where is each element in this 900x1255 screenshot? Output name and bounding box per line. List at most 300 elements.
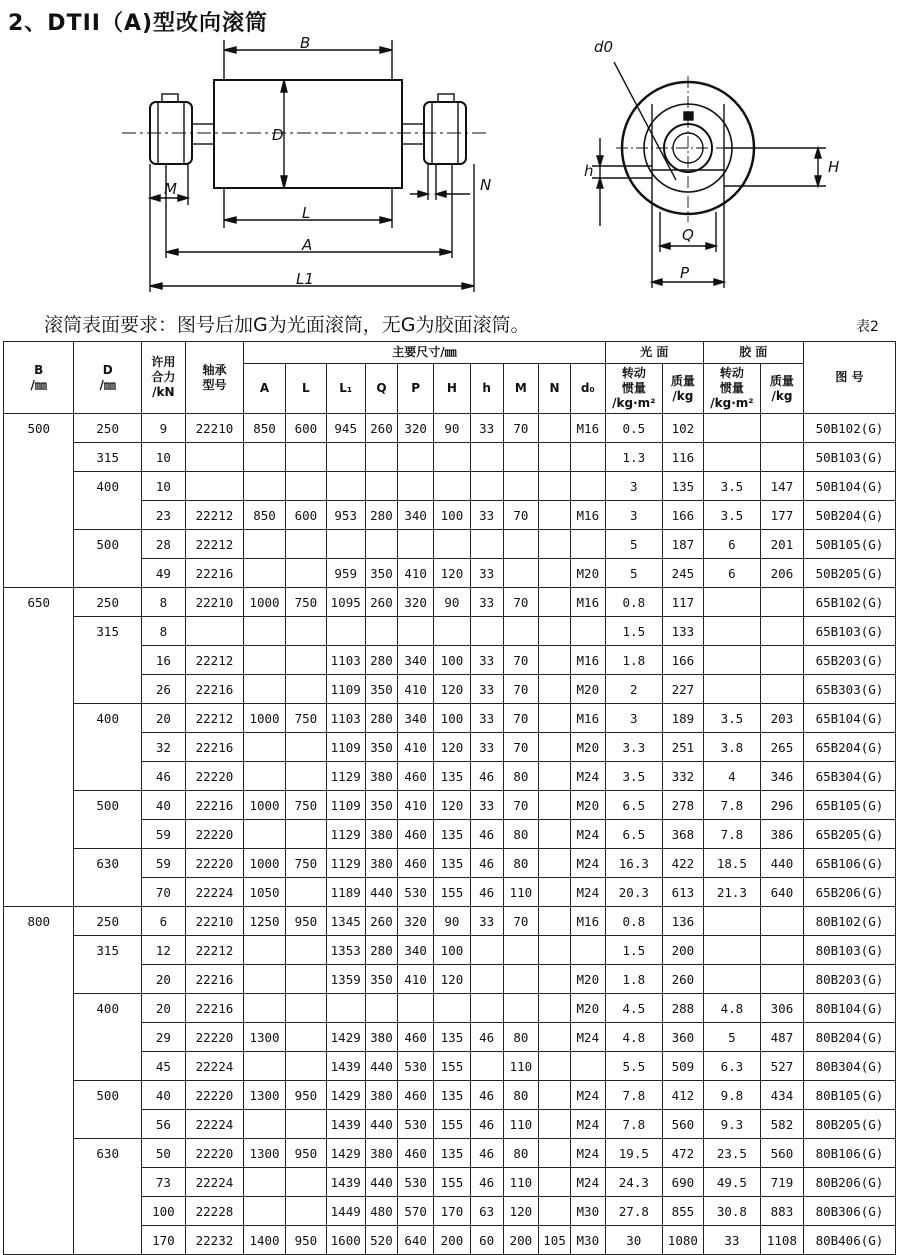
table-cell: 70 [503, 675, 539, 704]
table-row [4, 443, 896, 472]
table-cell: 1300 [244, 1139, 286, 1168]
table-cell: 135 [434, 849, 471, 878]
table-cell: 7.8 [703, 791, 760, 820]
table-cell: 1095 [326, 588, 365, 617]
table-cell: 7.8 [703, 820, 760, 849]
table-cell [4, 559, 74, 588]
table-row [4, 1023, 896, 1052]
table-cell [285, 820, 326, 849]
table-cell: 380 [365, 1139, 398, 1168]
table-cell: 750 [285, 704, 326, 733]
table-row [4, 530, 896, 559]
table-cell: 24.3 [605, 1168, 662, 1197]
table-cell [539, 559, 571, 588]
table-cell: 30.8 [703, 1197, 760, 1226]
table-cell: 251 [662, 733, 703, 762]
table-cell [4, 1023, 74, 1052]
table-cell [4, 791, 74, 820]
table-cell: 520 [365, 1226, 398, 1255]
table-row [4, 791, 896, 820]
table-cell: 22210 [185, 907, 243, 936]
table-cell: 90 [434, 907, 471, 936]
table-cell: 5 [605, 559, 662, 588]
table-cell [434, 994, 471, 1023]
table-cell: 46 [470, 820, 503, 849]
table-cell [760, 907, 803, 936]
table-cell: 1353 [326, 936, 365, 965]
table-cell [503, 472, 539, 501]
table-cell: M16 [570, 907, 605, 936]
table-cell [470, 472, 503, 501]
table-cell: 65B102(G) [803, 588, 895, 617]
table-cell: 80B306(G) [803, 1197, 895, 1226]
table-cell [185, 443, 243, 472]
table-cell: 600 [285, 414, 326, 443]
table-cell: 440 [365, 1052, 398, 1081]
table-cell: 945 [326, 414, 365, 443]
table-cell: 4.8 [703, 994, 760, 1023]
table-cell: 155 [434, 878, 471, 907]
table-cell [503, 559, 539, 588]
table-cell: 80B204(G) [803, 1023, 895, 1052]
table-cell [285, 530, 326, 559]
table-cell [285, 994, 326, 1023]
table-cell [185, 472, 243, 501]
table-cell: 953 [326, 501, 365, 530]
table-cell [285, 733, 326, 762]
table-cell: M24 [570, 1168, 605, 1197]
table-cell [285, 1052, 326, 1081]
header-rubber-mass: 质量 /kg [760, 364, 803, 414]
table-cell [703, 907, 760, 936]
table-cell: 8 [141, 588, 185, 617]
spec-table [3, 341, 896, 1255]
table-cell: 100 [434, 704, 471, 733]
table-cell: 80B406(G) [803, 1226, 895, 1255]
table-cell: 30 [605, 1226, 662, 1255]
table-cell: 600 [285, 501, 326, 530]
table-cell: 135 [434, 1081, 471, 1110]
table-cell: M16 [570, 588, 605, 617]
table-cell [760, 414, 803, 443]
table-cell [244, 472, 286, 501]
table-cell: 32 [141, 733, 185, 762]
table-row [4, 849, 896, 878]
table-cell: 3.5 [703, 704, 760, 733]
table-cell: 46 [141, 762, 185, 791]
table-cell: 855 [662, 1197, 703, 1226]
table-cell: 719 [760, 1168, 803, 1197]
header-main-dims: 主要尺寸/㎜ [244, 342, 606, 364]
table-cell [539, 1023, 571, 1052]
table-cell [244, 559, 286, 588]
table-cell: 135 [434, 1023, 471, 1052]
table-row [4, 733, 896, 762]
table-cell: 9.3 [703, 1110, 760, 1139]
table-cell: 22212 [185, 704, 243, 733]
header-A: A [244, 364, 286, 414]
table-cell: 440 [365, 1110, 398, 1139]
table-cell: 50B204(G) [803, 501, 895, 530]
table-cell [4, 1110, 74, 1139]
table-cell: 135 [434, 762, 471, 791]
table-cell: 65B205(G) [803, 820, 895, 849]
table-cell: 1129 [326, 849, 365, 878]
table-cell: 500 [74, 530, 141, 559]
table-cell: 412 [662, 1081, 703, 1110]
table-cell [539, 501, 571, 530]
table-cell: 200 [662, 936, 703, 965]
table-cell: 63 [470, 1197, 503, 1226]
table-cell: 40 [141, 791, 185, 820]
table-cell: 380 [365, 1081, 398, 1110]
table-cell [434, 443, 471, 472]
table-cell [539, 762, 571, 791]
table-cell: 3.3 [605, 733, 662, 762]
table-cell: 23.5 [703, 1139, 760, 1168]
table-cell: 155 [434, 1052, 471, 1081]
table-cell: 2 [605, 675, 662, 704]
table-row [4, 994, 896, 1023]
table-cell: 50B205(G) [803, 559, 895, 588]
header-rubber: 胶 面 [703, 342, 803, 364]
table-cell: 340 [398, 646, 434, 675]
table-cell: 1000 [244, 791, 286, 820]
table-cell: M24 [570, 849, 605, 878]
table-cell: 582 [760, 1110, 803, 1139]
table-cell: 50B105(G) [803, 530, 895, 559]
table-cell: 560 [662, 1110, 703, 1139]
table-cell [760, 646, 803, 675]
table-cell [326, 443, 365, 472]
table-cell: 133 [662, 617, 703, 646]
table-cell: 50B103(G) [803, 443, 895, 472]
table-cell [470, 617, 503, 646]
table-cell: 166 [662, 501, 703, 530]
table-cell: 189 [662, 704, 703, 733]
table-cell: 750 [285, 588, 326, 617]
table-cell [503, 443, 539, 472]
table-cell [539, 617, 571, 646]
table-cell: 883 [760, 1197, 803, 1226]
table-cell: 950 [285, 907, 326, 936]
label-d0: d0 [594, 38, 614, 56]
table-cell: 110 [503, 1110, 539, 1139]
table-cell: 28 [141, 530, 185, 559]
table-cell: 350 [365, 675, 398, 704]
table-cell: 1439 [326, 1110, 365, 1139]
table-cell [4, 762, 74, 791]
table-cell: 206 [760, 559, 803, 588]
table-cell: 530 [398, 1168, 434, 1197]
table-cell: 690 [662, 1168, 703, 1197]
table-cell: 22210 [185, 588, 243, 617]
table-cell [326, 617, 365, 646]
table-cell [285, 936, 326, 965]
table-cell: 70 [503, 791, 539, 820]
surface-note: 滚筒表面要求：图号后加G为光面滚筒，无G为胶面滚筒。 [44, 314, 530, 336]
table-cell [570, 936, 605, 965]
table-cell: 80 [503, 762, 539, 791]
table-cell: 315 [74, 617, 141, 646]
table-cell: 509 [662, 1052, 703, 1081]
table-cell: 22216 [185, 733, 243, 762]
table-cell: 950 [285, 1226, 326, 1255]
table-cell [703, 617, 760, 646]
table-cell: 65B204(G) [803, 733, 895, 762]
table-cell: 22216 [185, 791, 243, 820]
table-cell: 306 [760, 994, 803, 1023]
table-cell: 380 [365, 820, 398, 849]
table-cell [74, 762, 141, 791]
table-cell [398, 472, 434, 501]
table-cell: 350 [365, 559, 398, 588]
table-cell: 570 [398, 1197, 434, 1226]
table-cell [4, 646, 74, 675]
table-cell [539, 994, 571, 1023]
table-cell: 400 [74, 994, 141, 1023]
table-cell [470, 443, 503, 472]
table-cell: 46 [470, 1139, 503, 1168]
label-L1: L1 [296, 270, 314, 288]
table-cell: 65B105(G) [803, 791, 895, 820]
table-cell: 6 [141, 907, 185, 936]
table-cell [539, 530, 571, 559]
table-cell [74, 1052, 141, 1081]
table-cell: 155 [434, 1168, 471, 1197]
table-cell: 22220 [185, 820, 243, 849]
table-cell: 70 [503, 501, 539, 530]
table-cell: 22224 [185, 1110, 243, 1139]
table-cell: 6 [703, 559, 760, 588]
table-cell: 200 [503, 1226, 539, 1255]
table-cell [365, 530, 398, 559]
table-cell: 1000 [244, 849, 286, 878]
table-cell: 33 [470, 414, 503, 443]
table-cell: 280 [365, 936, 398, 965]
table-cell [74, 820, 141, 849]
table-cell [539, 1139, 571, 1168]
table-cell: 410 [398, 559, 434, 588]
table-cell [398, 617, 434, 646]
table-cell [539, 1110, 571, 1139]
table-cell: 9 [141, 414, 185, 443]
label-N: N [480, 176, 492, 194]
table-cell [4, 1226, 74, 1255]
table-cell: 170 [141, 1226, 185, 1255]
table-cell: 368 [662, 820, 703, 849]
table-cell [570, 530, 605, 559]
table-cell [285, 472, 326, 501]
table-cell [74, 1110, 141, 1139]
table-cell [244, 646, 286, 675]
table-row [4, 1110, 896, 1139]
table-cell: 530 [398, 1052, 434, 1081]
table-cell: 950 [285, 1139, 326, 1168]
table-cell: 22224 [185, 1052, 243, 1081]
table-row [4, 1168, 896, 1197]
table-cell: 49 [141, 559, 185, 588]
table-cell: 105 [539, 1226, 571, 1255]
table-cell [539, 675, 571, 704]
table-cell: 1439 [326, 1052, 365, 1081]
table-cell: 59 [141, 820, 185, 849]
table-cell: 22216 [185, 994, 243, 1023]
table-cell [74, 878, 141, 907]
table-cell: 472 [662, 1139, 703, 1168]
table-cell: 46 [470, 849, 503, 878]
table-cell: 22210 [185, 414, 243, 443]
table-cell: 22228 [185, 1197, 243, 1226]
table-cell: 630 [74, 849, 141, 878]
table-cell [285, 646, 326, 675]
table-cell: 22216 [185, 559, 243, 588]
label-Q: Q [682, 226, 694, 244]
table-cell: 320 [398, 588, 434, 617]
table-cell: 56 [141, 1110, 185, 1139]
table-cell: 33 [470, 646, 503, 675]
label-h: h [584, 162, 594, 180]
table-cell [326, 530, 365, 559]
table-cell [244, 820, 286, 849]
table-cell: 3.8 [703, 733, 760, 762]
table-cell: 80B103(G) [803, 936, 895, 965]
header-D: D /㎜ [74, 342, 141, 414]
label-L: L [302, 204, 311, 222]
table-cell: 80 [503, 820, 539, 849]
table-cell [244, 675, 286, 704]
table-cell [539, 588, 571, 617]
table-cell: 65B304(G) [803, 762, 895, 791]
table-cell [4, 1168, 74, 1197]
header-drawing-no: 图 号 [803, 342, 895, 414]
table-cell: 260 [365, 588, 398, 617]
table-cell: 460 [398, 849, 434, 878]
table-cell: 260 [365, 907, 398, 936]
table-cell: 288 [662, 994, 703, 1023]
table-cell: 1345 [326, 907, 365, 936]
table-cell [244, 617, 286, 646]
table-cell [760, 965, 803, 994]
table-cell [539, 646, 571, 675]
table-cell: 80 [503, 1081, 539, 1110]
table-cell [570, 1052, 605, 1081]
table-cell [285, 443, 326, 472]
table-cell [760, 617, 803, 646]
table-cell [703, 965, 760, 994]
label-M: M [164, 180, 177, 198]
table-cell [285, 1110, 326, 1139]
table-cell: 46 [470, 1110, 503, 1139]
table-cell: 280 [365, 704, 398, 733]
table-cell: 410 [398, 733, 434, 762]
table-cell: 50B102(G) [803, 414, 895, 443]
table-cell [326, 472, 365, 501]
table-cell [503, 936, 539, 965]
table-cell [244, 994, 286, 1023]
table-cell [4, 849, 74, 878]
table-cell: 70 [503, 733, 539, 762]
table-cell: 135 [434, 1139, 471, 1168]
table-cell: 260 [365, 414, 398, 443]
table-cell: 10 [141, 472, 185, 501]
table-cell [539, 1168, 571, 1197]
table-cell: 386 [760, 820, 803, 849]
table-cell: 155 [434, 1110, 471, 1139]
table-cell [4, 1052, 74, 1081]
table-cell: 33 [470, 791, 503, 820]
table-cell [539, 791, 571, 820]
table-cell: M20 [570, 994, 605, 1023]
table-cell: 800 [4, 907, 74, 936]
table-cell: 750 [285, 791, 326, 820]
table-cell: 80B106(G) [803, 1139, 895, 1168]
table-cell: 320 [398, 414, 434, 443]
table-cell: 1108 [760, 1226, 803, 1255]
table-cell [74, 501, 141, 530]
table-cell [503, 994, 539, 1023]
table-cell: 460 [398, 1023, 434, 1052]
table-cell: 280 [365, 646, 398, 675]
table-cell: M16 [570, 704, 605, 733]
table-cell: 100 [434, 646, 471, 675]
table-cell: 1250 [244, 907, 286, 936]
table-cell: 278 [662, 791, 703, 820]
table-cell: M16 [570, 414, 605, 443]
table-row [4, 646, 896, 675]
table-cell: 46 [470, 1081, 503, 1110]
table-cell: 4 [703, 762, 760, 791]
table-cell: 3 [605, 704, 662, 733]
table-cell [4, 443, 74, 472]
table-cell: 201 [760, 530, 803, 559]
table-cell [365, 617, 398, 646]
table-cell: 410 [398, 791, 434, 820]
table-cell: M24 [570, 1023, 605, 1052]
table-cell: 70 [503, 414, 539, 443]
table-cell: 3.5 [703, 472, 760, 501]
table-cell [503, 617, 539, 646]
table-cell [398, 994, 434, 1023]
table-cell [285, 1197, 326, 1226]
table-cell: 4.8 [605, 1023, 662, 1052]
table-cell: 80B102(G) [803, 907, 895, 936]
table-cell: 530 [398, 1110, 434, 1139]
table-cell: 80B105(G) [803, 1081, 895, 1110]
table-cell: 135 [662, 472, 703, 501]
table-cell: 18.5 [703, 849, 760, 878]
table-cell: 480 [365, 1197, 398, 1226]
header-B: B /㎜ [4, 342, 74, 414]
table-cell: 560 [760, 1139, 803, 1168]
table-cell [539, 849, 571, 878]
table-cell: 22212 [185, 501, 243, 530]
table-cell: 203 [760, 704, 803, 733]
table-cell [760, 675, 803, 704]
table-row [4, 965, 896, 994]
table-row [4, 704, 896, 733]
table-cell [326, 994, 365, 1023]
table-cell: 110 [503, 1052, 539, 1081]
table-cell: 1.8 [605, 965, 662, 994]
table-cell: 22212 [185, 530, 243, 559]
table-cell: 147 [760, 472, 803, 501]
table-cell: 332 [662, 762, 703, 791]
table-cell [285, 878, 326, 907]
table-cell [398, 530, 434, 559]
table-cell: 16 [141, 646, 185, 675]
table-cell [703, 936, 760, 965]
